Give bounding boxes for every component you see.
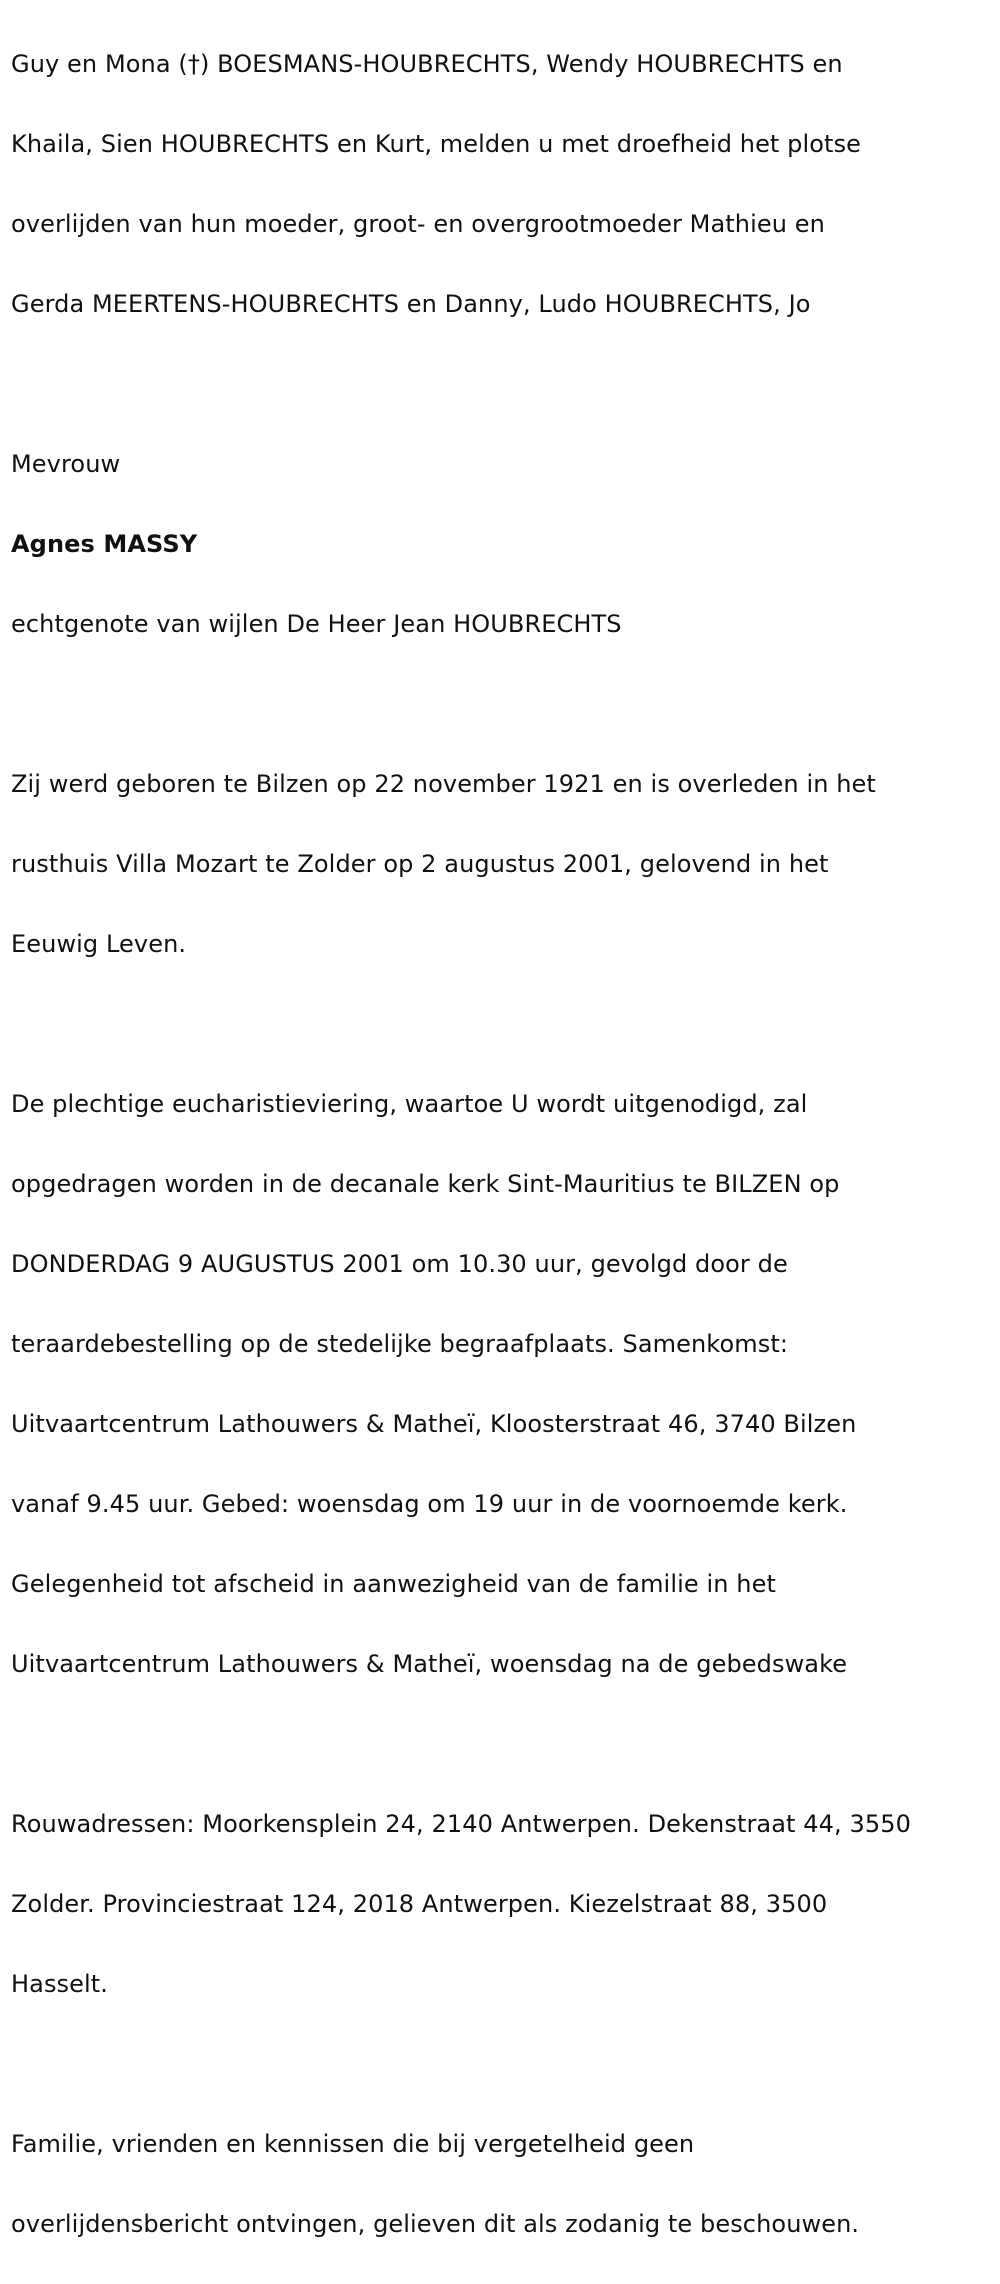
ceremony-line: Uitvaartcentrum Lathouwers & Matheï, woensdag na de gebedswake — [11, 1650, 848, 1678]
deceased-title: Mevrouw — [11, 450, 121, 478]
spacer — [11, 1004, 1000, 1044]
closing-paragraph — [11, 2084, 1000, 2284]
spacer — [11, 364, 1000, 404]
closing-line: overlijdensbericht ontvingen, gelieven dit als zodanig te beschouwen. — [11, 2210, 860, 2238]
ceremony-line: DONDERDAG 9 AUGUSTUS 2001 om 10.30 uur, gevolgd door de — [11, 1250, 788, 1278]
deceased-relation: echtgenote van wijlen De Heer Jean HOUBRECHTS — [11, 610, 622, 638]
ceremony-line: vanaf 9.45 uur. Gebed: woensdag om 19 uur in de voornoemde kerk. — [11, 1490, 848, 1518]
deceased-block — [11, 404, 1000, 684]
ceremony-line: De plechtige eucharistieviering, waartoe U wordt uitgenodigd, zal — [11, 1090, 808, 1118]
spacer — [11, 2044, 1000, 2084]
ceremony-line: opgedragen worden in de decanale kerk Sint-Mauritius te BILZEN op — [11, 1170, 840, 1198]
intro-line: Khaila, Sien HOUBRECHTS en Kurt, melden u met droefheid het plotse — [11, 130, 862, 158]
spacer — [11, 684, 1000, 724]
birth-death-line: rusthuis Villa Mozart te Zolder op 2 augustus 2001, gelovend in het — [11, 850, 829, 878]
birth-death-line: Zij werd geboren te Bilzen op 22 november 1921 en is overleden in het — [11, 770, 876, 798]
intro-paragraph — [11, 4, 1000, 364]
ceremony-paragraph — [11, 1044, 1000, 1724]
birth-death-paragraph — [11, 724, 1000, 1004]
ceremony-line: Gelegenheid tot afscheid in aanwezigheid van de familie in het — [11, 1570, 776, 1598]
address-line: Zolder. Provinciestraat 124, 2018 Antwerpen. Kiezelstraat 88, 3500 — [11, 1890, 828, 1918]
ceremony-line: Uitvaartcentrum Lathouwers & Matheï, Kloosterstraat 46, 3740 Bilzen — [11, 1410, 857, 1438]
closing-line: Familie, vrienden en kennissen die bij vergetelheid geen — [11, 2130, 695, 2158]
address-line: Hasselt. — [11, 1970, 109, 1998]
intro-line: Guy en Mona (†) BOESMANS-HOUBRECHTS, Wendy HOUBRECHTS en — [11, 50, 843, 78]
addresses-paragraph — [11, 1764, 1000, 2044]
spacer — [11, 1724, 1000, 1764]
ceremony-line: teraardebestelling op de stedelijke begraafplaats. Samenkomst: — [11, 1330, 789, 1358]
intro-line: Gerda MEERTENS-HOUBRECHTS en Danny, Ludo HOUBRECHTS, Jo — [11, 290, 811, 318]
deceased-name: Agnes MASSY — [11, 530, 198, 558]
intro-line: overlijden van hun moeder, groot- en overgrootmoeder Mathieu en — [11, 210, 825, 238]
address-line: Rouwadressen: Moorkensplein 24, 2140 Antwerpen. Dekenstraat 44, 3550 — [11, 1810, 911, 1838]
birth-death-line: Eeuwig Leven. — [11, 930, 187, 958]
